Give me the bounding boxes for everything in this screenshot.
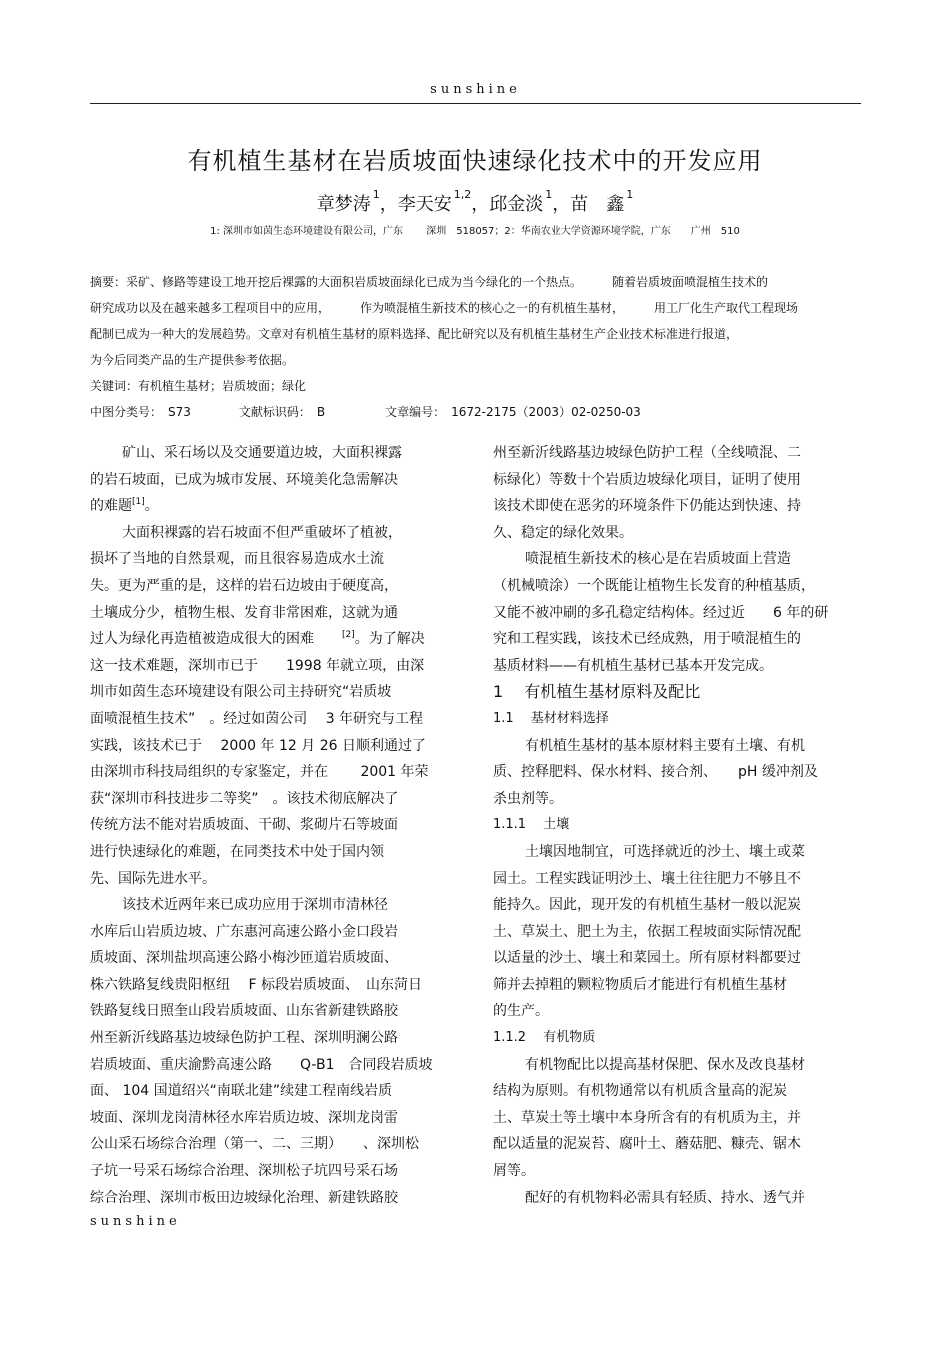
line-text: 久、稳定的绿化效果。	[493, 524, 633, 541]
author-affil-mark: 1	[626, 188, 634, 201]
body-line	[90, 945, 460, 972]
abstract-line: 中图分类号： S73 文献标识码： B 文章编号： 1672-2175（2003）02-0250-03	[90, 405, 641, 419]
line-text-tail: 。	[144, 498, 159, 515]
body-line	[90, 733, 460, 760]
citation-mark: [1]	[132, 497, 145, 508]
line-text: 该技术即使在恶劣的环境条件下仍能达到快速、持	[493, 498, 801, 515]
body-line	[493, 1105, 863, 1132]
body-line	[90, 972, 460, 999]
body-line	[90, 573, 460, 600]
author-affil-mark: 1	[372, 188, 380, 201]
body-line	[90, 1052, 460, 1079]
body-line	[493, 972, 863, 999]
body-line	[493, 600, 863, 627]
line-text: 土、草炭土、肥土为主，依据工程坡面实际情况配	[493, 923, 801, 940]
author-name: 苗 鑫	[570, 194, 625, 215]
abstract-block	[90, 269, 865, 425]
line-text: 该技术近两年来已成功应用于深圳市清林径	[122, 897, 388, 914]
body-line	[493, 546, 863, 573]
line-text: （机械喷涂）一个既能让植物生长发育的种植基质，	[493, 577, 815, 594]
body-line	[90, 1158, 460, 1185]
body-line	[493, 1158, 863, 1185]
line-text: 以适量的沙土、壤土和菜园土。所有原材料都要过	[493, 950, 801, 967]
body-line	[90, 839, 460, 866]
line-text: 水库后山岩质边坡、广东惠河高速公路小金口段岩	[90, 923, 398, 940]
line-text: 州至新沂线路基边坡绿色防护工程、深圳明澜公路	[90, 1030, 398, 1047]
line-text: 先、国际先进水平。	[90, 870, 216, 887]
line-text: 1.1 基材材料选择	[493, 710, 609, 726]
author-name: 章梦涛	[316, 194, 371, 215]
line-text: 圳市如茵生态环境建设有限公司主持研究“岩质坡	[90, 684, 392, 701]
line-text: 配好的有机物料必需具有轻质、持水、透气并	[525, 1189, 805, 1206]
body-line	[493, 759, 863, 786]
author-name: 李天安	[397, 194, 452, 215]
section-heading	[493, 1025, 863, 1052]
body-line	[90, 679, 460, 706]
body-line	[90, 1185, 460, 1212]
body-line	[90, 520, 460, 547]
body-line	[493, 733, 863, 760]
body-line	[90, 1131, 460, 1158]
line-text: 矿山、采石场以及交通要道边坡，大面积裸露	[122, 445, 402, 461]
line-text: 有机植生基材的基本原材料主要有土壤、有机	[525, 737, 805, 754]
line-text: 过人为绿化再造植被造成很大的困难	[90, 631, 342, 648]
line-text: 损坏了当地的自然景观，而且很容易造成水土流	[90, 551, 384, 568]
author-separator: ，	[379, 194, 398, 215]
author-name: 邱金淡	[489, 194, 544, 215]
line-text: 结构为原则。有机物通常以有机质含量高的泥炭	[493, 1083, 787, 1100]
body-line	[493, 1078, 863, 1105]
body-line	[90, 493, 460, 520]
line-text: 州至新沂线路基边坡绿色防护工程（全线喷混、二	[493, 445, 801, 461]
body-line	[90, 1105, 460, 1132]
citation-mark: [2]	[342, 630, 355, 641]
body-line	[90, 706, 460, 733]
line-text: 大面积裸露的岩石坡面不但严重破坏了植被，	[122, 524, 402, 541]
body-line	[90, 759, 460, 786]
line-text: 1.1.1 土壤	[493, 817, 570, 833]
line-text: 有机物配比以提高基材保肥、保水及改良基材	[525, 1056, 805, 1073]
line-text: 能持久。因此，现开发的有机植生基材一般以泥炭	[493, 897, 801, 914]
body-line	[90, 998, 460, 1025]
abstract-line: 为今后同类产品的生产提供参考依据。	[90, 353, 295, 367]
abstract-line: 研究成功以及在越来越多工程项目中的应用， 作为喷混植生新技术的核心之一的有机植生基材， 用工厂化生产取代工程现场	[90, 301, 799, 315]
body-line	[493, 467, 863, 494]
body-line	[493, 1131, 863, 1158]
body-line	[493, 919, 863, 946]
line-text: 综合治理、深圳市板田边坡绿化治理、新建铁路胶	[90, 1189, 398, 1206]
body-line	[493, 839, 863, 866]
author-affil-mark: 1,2	[453, 188, 472, 201]
line-text: 面、 104 国道绍兴“南联北建”续建工程南线岩质	[90, 1083, 393, 1100]
body-line	[493, 1052, 863, 1079]
line-text: 坡面、深圳龙岗清林径水库岩质边坡、深圳龙岗雷	[90, 1109, 398, 1126]
line-text: 杀虫剂等。	[493, 790, 563, 807]
section-heading	[493, 679, 863, 706]
body-line	[493, 440, 863, 467]
author-list	[0, 190, 950, 216]
body-line	[493, 998, 863, 1025]
line-text: 获“深圳市科技进步二等奖” 。该技术彻底解决了	[90, 790, 399, 807]
body-line	[90, 600, 460, 627]
line-text: 配以适量的泥炭苔、腐叶土、蘑菇肥、糠壳、锯木	[493, 1136, 801, 1153]
body-line	[493, 866, 863, 893]
body-line	[493, 892, 863, 919]
body-line	[493, 520, 863, 547]
body-line	[493, 626, 863, 653]
line-text: 岩质坡面、重庆渝黔高速公路 Q-B1 合同段岩质坡	[90, 1056, 433, 1073]
body-line	[90, 812, 460, 839]
line-text: 标绿化）等数十个岩质边坡绿化项目，证明了使用	[493, 471, 801, 488]
body-line	[90, 919, 460, 946]
line-text: 的岩石坡面，已成为城市发展、环境美化急需解决	[90, 471, 398, 488]
line-text-tail: 。为了解决	[354, 631, 425, 648]
line-text: 基质材料——有机植生基材已基本开发完成。	[493, 657, 773, 674]
body-line	[90, 653, 460, 680]
line-text: 铁路复线日照奎山段岩质坡面、山东省新建铁路胶	[90, 1003, 398, 1020]
line-text: 土壤因地制宜，可选择就近的沙土、壤土或菜	[525, 843, 805, 860]
body-column-left	[90, 440, 460, 1211]
abstract-line: 关键词：有机植生基材；岩质坡面；绿化	[90, 379, 307, 393]
section-heading	[493, 812, 863, 839]
line-text: 究和工程实践，该技术已经成熟，用于喷混植生的	[493, 631, 801, 648]
body-line	[493, 493, 863, 520]
body-line	[90, 546, 460, 573]
affiliation: 1: 深圳市如茵生态环境建设有限公司，广东 深圳 518057；2：华南农业大学资源环境学院，广东 广州 510	[210, 226, 740, 237]
author-separator: ，	[471, 194, 490, 215]
line-text: 实践，该技术已于 2000 年 12 月 26 日顺利通过了	[90, 737, 426, 754]
running-footer: sunshine	[90, 1214, 181, 1229]
body-line	[90, 892, 460, 919]
line-text: 株六铁路复线贵阳枢纽 F 标段岩质坡面、 山东菏日	[90, 976, 422, 993]
body-line	[90, 467, 460, 494]
line-text: 的难题	[90, 498, 132, 515]
line-text: 质坡面、深圳盐坝高速公路小梅沙匝道岩质坡面、	[90, 950, 398, 967]
body-line	[90, 786, 460, 813]
line-text: 传统方法不能对岩质坡面、干砌、浆砌片石等坡面	[90, 817, 398, 834]
body-line	[90, 1025, 460, 1052]
line-text: 这一技术难题，深圳市已于 1998 年就立项，由深	[90, 657, 425, 674]
body-column-right	[493, 440, 863, 1211]
body-line	[90, 440, 460, 467]
line-text: 屑等。	[493, 1163, 535, 1180]
line-text: 又能不被冲刷的多孔稳定结构体。经过近 6 年的研	[493, 604, 829, 621]
abstract-line: 摘要：采矿、修路等建设工地开挖后裸露的大面积岩质坡面绿化已成为当今绿化的一个热点。 随着岩质坡面喷混植生技术的	[90, 275, 769, 289]
paper-title: 有机植生基材在岩质坡面快速绿化技术中的开发应用	[187, 147, 763, 175]
line-text: 喷混植生新技术的核心是在岩质坡面上营造	[525, 551, 791, 568]
body-line	[90, 626, 460, 653]
line-text: 1 有机植生基材原料及配比	[493, 682, 701, 702]
line-text: 失。更为严重的是，这样的岩石边坡由于硬度高，	[90, 577, 398, 594]
line-text: 子坑一号采石场综合治理、深圳松子坑四号采石场	[90, 1163, 398, 1180]
body-line	[493, 653, 863, 680]
body-line	[493, 945, 863, 972]
body-line	[90, 1078, 460, 1105]
line-text: 质、控释肥料、保水材料、接合剂、 pH 缓冲剂及	[493, 764, 818, 781]
line-text: 1.1.2 有机物质	[493, 1030, 596, 1046]
body-line	[90, 866, 460, 893]
line-text: 进行快速绿化的难题，在同类技术中处于国内领	[90, 843, 384, 860]
line-text: 的生产。	[493, 1003, 549, 1020]
body-line	[493, 573, 863, 600]
author-separator: ，	[552, 194, 571, 215]
line-text: 筛并去掉粗的颗粒物质后才能进行有机植生基材	[493, 976, 787, 993]
line-text: 土、草炭土等土壤中本身所含有的有机质为主，并	[493, 1109, 801, 1126]
line-text: 土壤成分少，植物生根、发育非常困难，这就为通	[90, 604, 398, 621]
section-heading	[493, 706, 863, 733]
line-text: 园土。工程实践证明沙土、壤土往往肥力不够且不	[493, 870, 801, 887]
body-line	[493, 1185, 863, 1212]
author-affil-mark: 1	[545, 188, 553, 201]
abstract-line: 配制已成为一种大的发展趋势。文章对有机植生基材的原料选择、配比研究以及有机植生基材生产企业技术标准进行报道，	[90, 327, 739, 341]
line-text: 公山采石场综合治理（第一、二、三期） 、深圳松	[90, 1136, 419, 1153]
running-header: sunshine	[430, 82, 521, 97]
line-text: 由深圳市科技局组织的专家鉴定，并在 2001 年荣	[90, 764, 429, 781]
line-text: 面喷混植生技术” 。经过如茵公司 3 年研究与工程	[90, 710, 424, 727]
body-line	[493, 786, 863, 813]
header-rule	[90, 103, 861, 104]
